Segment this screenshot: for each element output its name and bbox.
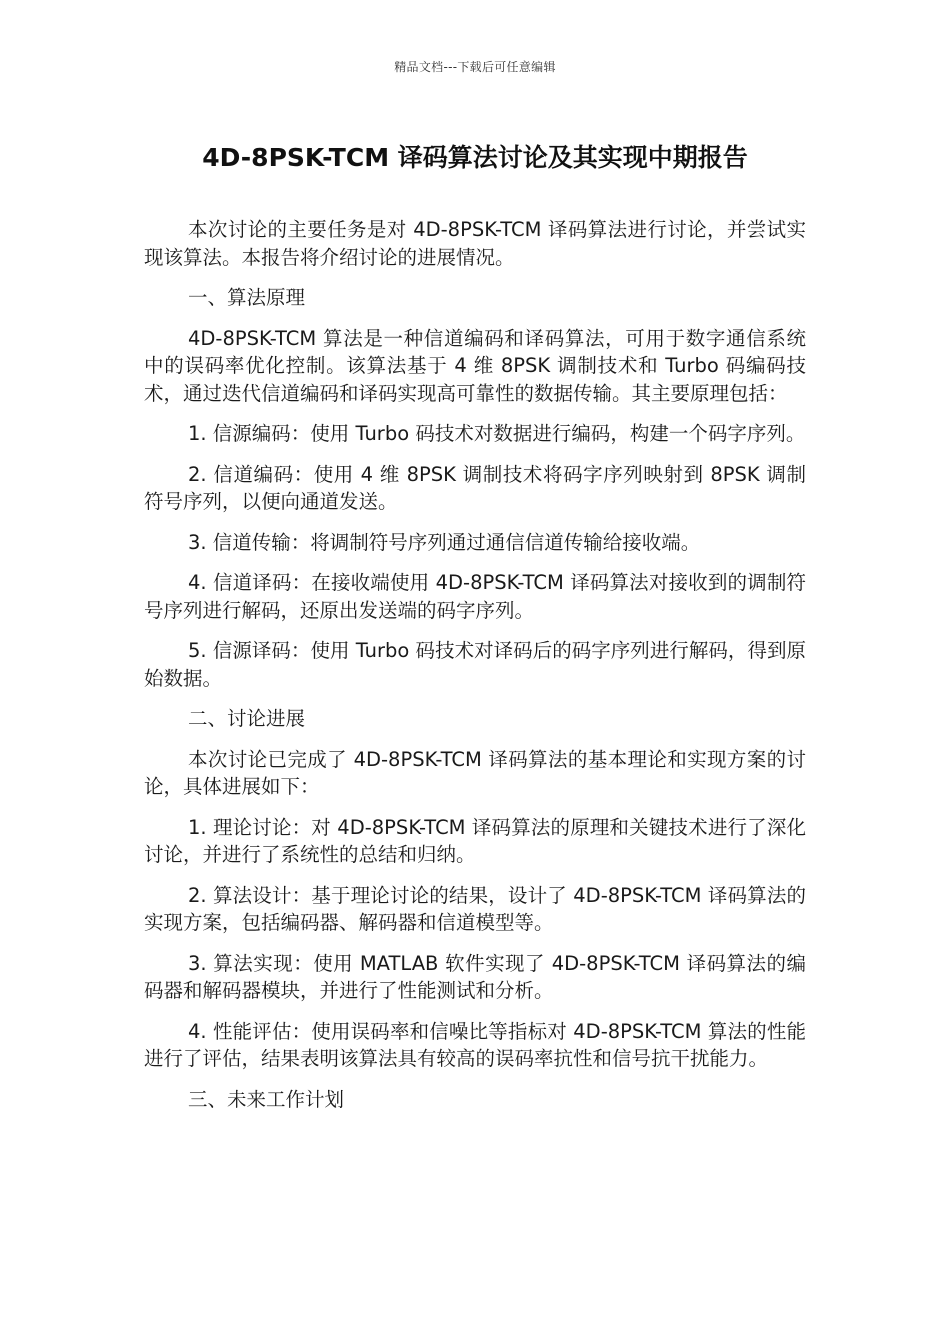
list-item: 4. 信道译码：在接收端使用 4D-8PSK-TCM 译码算法对接收到的调制符号序列进行解码，还原出发送端的码字序列。 xyxy=(144,571,806,622)
list-item: 3. 信道传输：将调制符号序列通过通信信道传输给接收端。 xyxy=(188,530,701,554)
section-heading-progress: 二、讨论进展 xyxy=(188,707,306,730)
intro-paragraph: 本次讨论的主要任务是对 4D-8PSK-TCM 译码算法进行讨论，并尝试实现该算法。本报告将介绍讨论的进展情况。 xyxy=(144,218,806,269)
list-item: 3. 算法实现：使用 MATLAB 软件实现了 4D-8PSK-TCM 译码算法的编码器和解码器模块，并进行了性能测试和分析。 xyxy=(144,951,806,1002)
list-item: 5. 信源译码：使用 Turbo 码技术对译码后的码字序列进行解码，得到原始数据。 xyxy=(144,639,806,690)
list-item: 2. 信道编码：使用 4 维 8PSK 调制技术将码字序列映射到 8PSK 调制符号序列，以便向通道发送。 xyxy=(144,462,806,513)
list-item: 1. 理论讨论：对 4D-8PSK-TCM 译码算法的原理和关键技术进行了深化讨论，并进行了系统性的总结和归纳。 xyxy=(144,815,806,866)
progress-paragraph: 本次讨论已完成了 4D-8PSK-TCM 译码算法的基本理论和实现方案的讨论，具体进展如下： xyxy=(144,747,806,798)
section-heading-future: 三、未来工作计划 xyxy=(188,1087,345,1111)
section-heading-principle: 一、算法原理 xyxy=(188,286,306,309)
page-header: 精品文档---下载后可任意编辑 xyxy=(394,60,556,74)
list-item: 2. 算法设计：基于理论讨论的结果，设计了 4D-8PSK-TCM 译码算法的实现方案，包括编码器、解码器和信道模型等。 xyxy=(144,883,806,934)
list-item: 1. 信源编码：使用 Turbo 码技术对数据进行编码，构建一个码字序列。 xyxy=(188,422,806,445)
document-body xyxy=(144,216,806,1126)
list-item: 4. 性能评估：使用误码率和信噪比等指标对 4D-8PSK-TCM 算法的性能进行了评估，结果表明该算法具有较高的误码率抗性和信号抗干扰能力。 xyxy=(144,1019,806,1070)
principle-paragraph: 4D-8PSK-TCM 算法是一种信道编码和译码算法，可用于数字通信系统中的误码率优化控制。该算法基于 4 维 8PSK 调制技术和 Turbo 码编码技术，通过迭代信道编码和译码实现高可靠性的数据传输。其主要原理包括： xyxy=(144,326,806,405)
document-title: 4D-8PSK-TCM 译码算法讨论及其实现中期报告 xyxy=(202,143,748,172)
